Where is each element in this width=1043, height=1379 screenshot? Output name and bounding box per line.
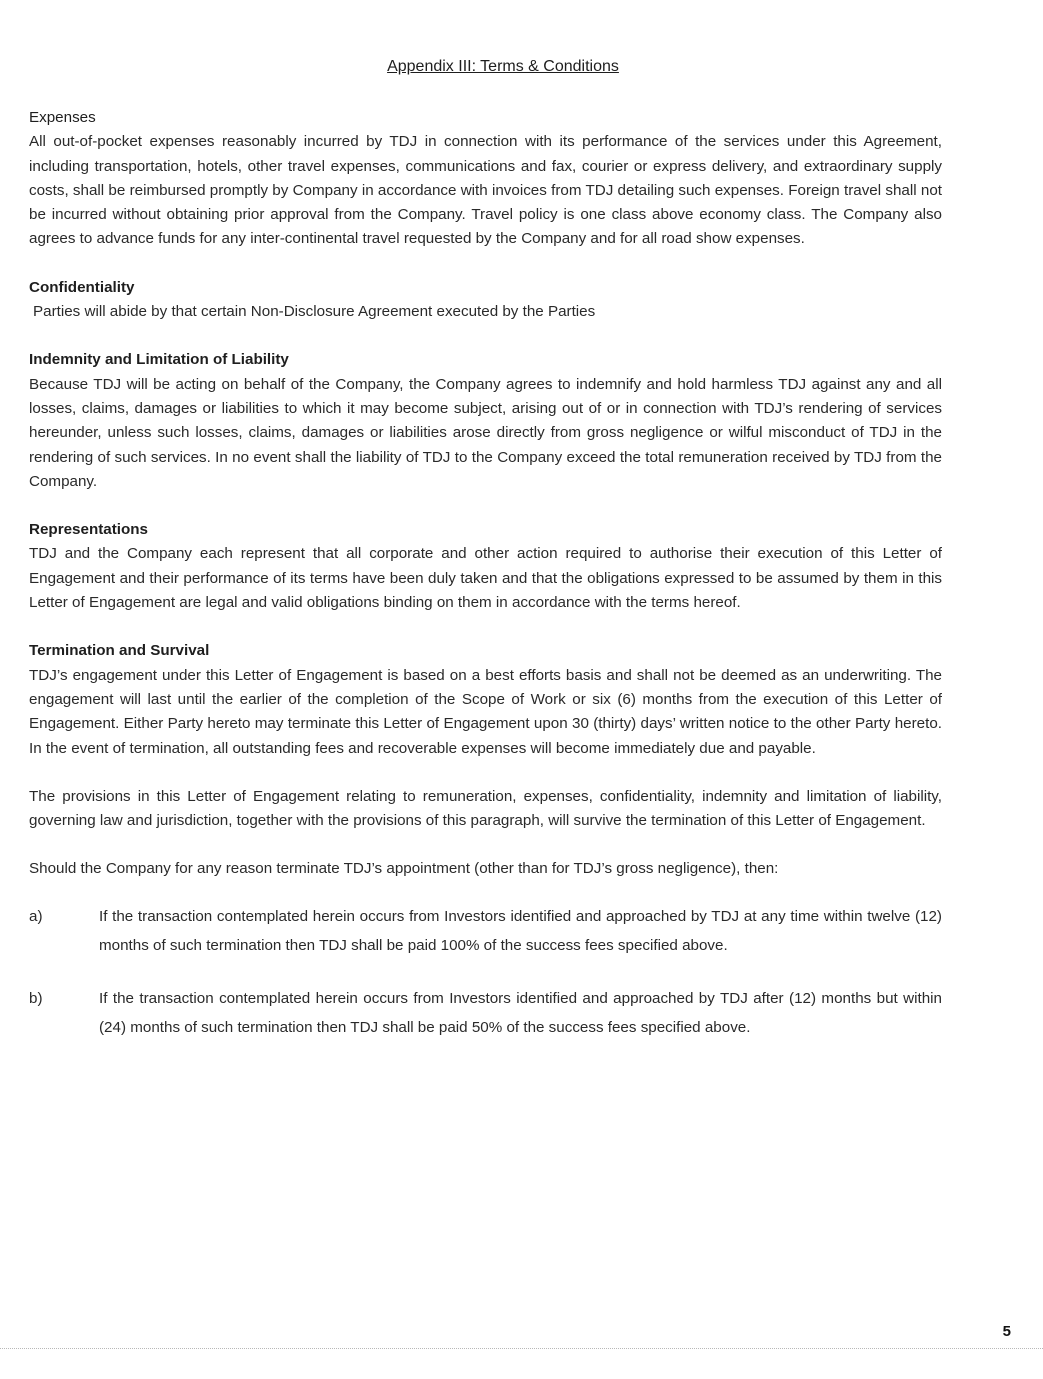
section-heading-indemnity: Indemnity and Limitation of Liability xyxy=(29,351,289,369)
section-confidentiality xyxy=(29,276,942,325)
section-body-indemnity: Because TDJ will be acting on behalf of the Company, the Company agrees to indemnify and hold harmless TDJ against any and all losses, claims, damages or liabilities to which it may become subject, arising out of or in connection with TDJ’s rendering of services hereunder, unless such losses, claims, damages or liabilities arose directly from gross negligence or wilful misconduct of TDJ in the rendering of such services. In no event shall the liability of TDJ to the Company exceed the total remuneration received by TDJ from the Company. xyxy=(29,375,942,490)
section-body-termination: TDJ’s engagement under this Letter of Engagement is based on a best efforts basis and shall not be deemed as an underwriting. The engagement will last until the earlier of the completion of the Scope of Work or six (6) months from the execution of this Letter of Engagement. Either Party hereto may terminate this Letter of Engagement upon 30 (thirty) days’ written notice to the other Party hereto. In the event of termination, all outstanding fees and recoverable expenses will become immediately due and payable. xyxy=(29,666,942,757)
list-marker: a) xyxy=(29,907,43,925)
section-indemnity xyxy=(29,348,942,494)
list-item-text: If the transaction contemplated herein occurs from Investors identified and approached by TDJ after (12) months but within (24) months of such termination then TDJ shall be paid 50% of the success fees specified above. xyxy=(99,989,942,1036)
list-marker: b) xyxy=(29,989,43,1007)
should-paragraph: Should the Company for any reason terminate TDJ’s appointment (other than for TDJ’s gross negligence), then: xyxy=(29,860,779,878)
list-item-text: If the transaction contemplated herein occurs from Investors identified and approached by TDJ at any time within twelve (12) months of such termination then TDJ shall be paid 100% of the success fees specified above. xyxy=(99,907,942,954)
section-termination xyxy=(29,639,942,760)
section-heading-termination: Termination and Survival xyxy=(29,642,210,660)
list-item xyxy=(29,902,942,960)
document-body xyxy=(29,106,942,1066)
page-title: Appendix III: Terms & Conditions xyxy=(387,58,619,75)
section-expenses xyxy=(29,106,942,252)
section-heading-confidentiality: Confidentiality xyxy=(29,278,135,296)
section-representations xyxy=(29,518,942,615)
section-heading-expenses: Expenses xyxy=(29,109,96,126)
section-body-representations: TDJ and the Company each represent that all corporate and other action required to authorise their execution of this Letter of Engagement and their performance of its terms have been duly taken and that the obligations expressed to be assumed by them in this Letter of Engagement are legal and valid obligations binding on them in accordance with the terms hereof. xyxy=(29,545,942,612)
section-heading-representations: Representations xyxy=(29,521,149,539)
section-survival xyxy=(29,785,942,834)
section-body-confidentiality: Parties will abide by that certain Non-Disclosure Agreement executed by the Parties xyxy=(33,303,596,321)
page-number: 5 xyxy=(1002,1323,1011,1340)
list-item xyxy=(29,984,942,1042)
section-should xyxy=(29,857,942,881)
section-body-expenses: All out-of-pocket expenses reasonably incurred by TDJ in connection with its performance of the services under this Agreement, including transportation, hotels, other travel expenses, communications and fax, courier or express delivery, and extraordinary supply costs, shall be reimbursed promptly by Company in accordance with invoices from TDJ detailing such expenses. Foreign travel shall not be incurred without obtaining prior approval from the Company. Travel policy is one class above economy class. The Company also agrees to advance funds for any inter-continental travel requested by the Company and for all road show expenses. xyxy=(29,133,942,248)
survival-paragraph: The provisions in this Letter of Engagement relating to remuneration, expenses, confidentiality, indemnity and limitation of liability, governing law and jurisdiction, together with the provisions of this paragraph, will survive the termination of this Letter of Engagement. xyxy=(29,787,942,830)
footer-divider xyxy=(0,1348,1043,1349)
